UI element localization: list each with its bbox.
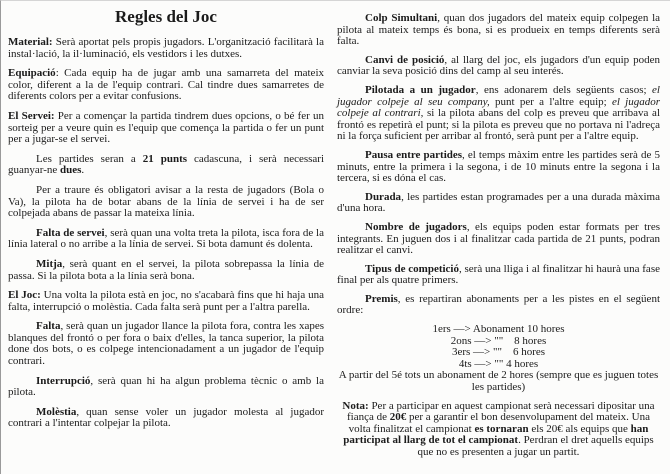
text-run: cadascuna, i serà necessari guanyar-ne — [8, 152, 325, 177]
text-run: Per a traure és obligatori avisar a la resta de jugadors (Bola o Va), la pilota ha de botar abans de la línia de servei i ha de ser colpejada abans de passar la mateixa línia. — [8, 183, 324, 220]
text-run: , quan dos jugadors del mateix equip colpegen la pilota al mateix temps és bona, si es produeix en temps diferents serà falta. — [337, 12, 661, 48]
paragraph-falta — [8, 321, 324, 367]
prize-line-4: 4ts —> "" 4 hores — [458, 357, 539, 370]
term-pilotada: Pilotada a un jugador — [365, 83, 476, 96]
term-pausa: Pausa entre partides — [365, 148, 463, 161]
text-run: , serà quan un jugador llance la pilota fora, contra les xapes blanques del frontó o per fora o baix d'elles, la tanca superior, la pilota done dos bots, o es colpege intencionadament a un jugador de l'equip contrari. — [8, 320, 324, 368]
prize-line-2: 2ons —> "" 8 hores — [450, 334, 547, 347]
paragraph-mitja — [8, 259, 324, 282]
paragraph-tipus-competicio — [337, 264, 660, 287]
term-tipus-competicio: Tipus de competició — [365, 262, 459, 275]
paragraph-molestia — [8, 407, 324, 430]
prize-list — [337, 324, 660, 394]
term-servei: El Servei: — [8, 109, 55, 122]
prize-line-1: 1ers —> Abonament 10 hores — [432, 323, 565, 336]
text-run: Les partides seran a — [36, 152, 143, 165]
paragraph-traure — [8, 185, 324, 220]
paragraph-nombre-jugadors — [337, 222, 660, 257]
term-durada: Durada — [365, 190, 402, 203]
term-falta-servei: Falta de servei — [36, 226, 105, 239]
prize-line-3: 3ers —> "" 6 hores — [451, 346, 546, 359]
paragraph-equipacio — [8, 68, 324, 103]
bold-run: han participat al llarg de tot el campionat — [343, 422, 649, 447]
term-material: Material: — [8, 36, 53, 48]
text-run: Serà aportat pels propis jugadors. L'organització facilitarà la instal·lació, la il·luminació, els vestidors i les dutxes. — [8, 36, 324, 60]
text-run: , quan sense voler un jugador molesta al jugador contrari a l'intentar colpejar la pilota. — [8, 405, 324, 430]
term-equipacio: Equipació — [8, 67, 56, 80]
text-run: , les partides estan programades per a una durada màxima d'una hora. — [337, 190, 660, 215]
text-run: : Cada equip ha de jugar amb una samarreta del mateix color, diferent a la de l'equip contrari. Cal tindre dues samarretes de diferents colors per a evitar confusions. — [8, 67, 324, 103]
paragraph-joc — [8, 290, 324, 313]
text-run: Una volta la pilota està en joc, no s'acabarà fins que hi haja una falta, interrupció o molèstia. Cada falta serà punt per a l'altra parella. — [8, 289, 324, 313]
paragraph-durada — [337, 192, 660, 215]
text-run: . Perdran el dret aquells equips que no es presenten a jugar un partit. — [417, 434, 654, 458]
term-nombre-jugadors: Nombre de jugadors — [365, 220, 467, 233]
paragraph-canvi-posicio — [337, 55, 660, 78]
term-falta: Falta — [36, 320, 61, 333]
text-run: , serà una lliga i al finalitzar hi haurà una fase final per als quatre primers. — [337, 262, 660, 287]
term-interrupcio: Interrupció — [36, 374, 91, 387]
bold-run: 20€ — [389, 411, 407, 424]
text-run: els 20€ als equips que — [528, 422, 631, 435]
italic-run: el jugador colpeje al seu company, — [337, 83, 660, 108]
page-title: Regles del Joc — [115, 7, 217, 26]
term-nota: Nota: — [342, 399, 369, 412]
bold-run: 21 punts — [142, 152, 188, 165]
paragraph-nota — [337, 401, 660, 459]
bold-run: es tornaran — [474, 422, 529, 435]
text-run: , ens adonarem dels següents casos; — [475, 83, 653, 96]
paragraph-falta-servei — [8, 228, 324, 251]
paragraph-partides — [8, 154, 324, 177]
term-premis: Premis — [365, 292, 398, 305]
italic-run: el jugador colpeje al contrari, — [337, 95, 660, 120]
text-run: , es repartiran abonaments per a les pistes en el següent ordre: — [337, 292, 660, 317]
term-mitja: Mitja — [36, 257, 63, 270]
paragraph-material — [8, 37, 324, 60]
term-joc: El Joc: — [8, 289, 41, 302]
text-run: , serà quan hi ha algun problema tècnic o amb la pilota. — [8, 374, 324, 399]
term-canvi-posicio: Canvi de posició — [365, 53, 445, 66]
text-run: si la pilota abans del colp es preveu que arribava al frontó es repetirà el punt; si la pilota es preveu que no portava ni l'adreça ni la força suficient per arribar al frontó, serà punt per a l'altre equip. — [337, 107, 660, 143]
paragraph-colp-simultani — [337, 13, 660, 48]
right-column — [337, 6, 660, 474]
prize-footnote: A partir del 5é tots un abonament de 2 hores (sempre que es juguen totes les partides) — [338, 369, 659, 394]
text-run: . — [81, 164, 85, 177]
left-column — [8, 6, 324, 474]
text-run: punt per a l'altre equip; — [489, 95, 612, 108]
paragraph-pausa — [337, 150, 660, 185]
term-colp-simultani: Colp Simultani — [365, 12, 438, 24]
text-run: , serà quant en el servei, la pilota sobrepassa la línia de passa. Si la pilota bota a la línia serà bona. — [8, 257, 324, 282]
text-run: , serà quan una volta treta la pilota, isca fora de la línia lateral o no arribe a la línia de servei. Si bota damunt és dolenta. — [8, 226, 324, 251]
bold-run: dues — [60, 164, 82, 177]
paragraph-interrupcio — [8, 376, 324, 399]
paragraph-premis — [337, 294, 660, 317]
paragraph-pilotada — [337, 85, 660, 143]
term-molestia: Molèstia — [36, 405, 77, 418]
paragraph-servei — [8, 111, 324, 146]
text-run: , els equips poden estar formats per tres integrants. En juguen dos i al finalitzar cada partida de 21 punts, podran realitzar el canvi. — [337, 220, 660, 257]
text-run: Per a començar la partida tindrem dues opcions, o bé fer un sorteig per a veure quin es l'equip que comença la partida o fer un punt per a jugar-se el servei. — [8, 109, 324, 146]
text-run: , el temps màxim entre les partides serà de 5 minuts, entre la primera i la segona, i de 10 minuts entre la segona i la tercera, si es dóna el cas. — [337, 148, 660, 185]
text-run: Per a participar en aquest campionat serà necessari dipositar una fiança de — [347, 399, 655, 424]
text-run: , al llarg del joc, els jugadors d'un equip poden canviar la seva posició dins del camp al seu interés. — [337, 53, 660, 78]
text-run: per a garantir el bon desenvolupament del mateix. Una volta finalitzat el campionat — [348, 411, 650, 435]
